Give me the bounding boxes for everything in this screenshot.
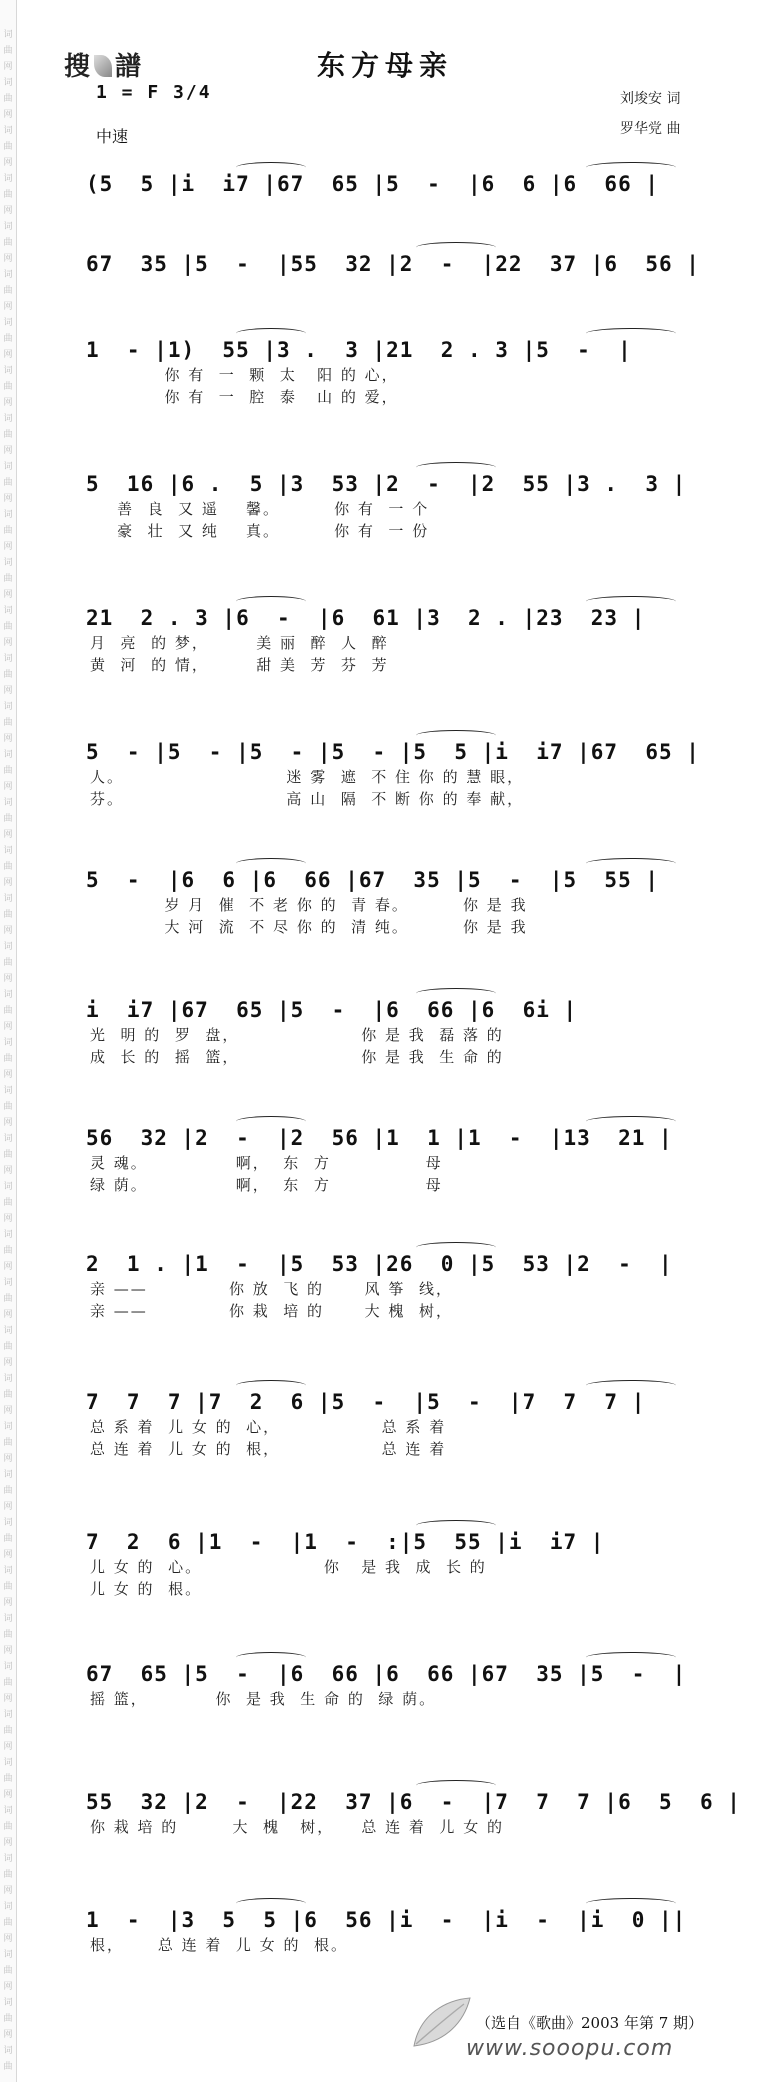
lyric-line: 你 有 一 腔 泰 山 的 爱，: [90, 388, 399, 406]
sidebar-watermark-char: 曲: [3, 958, 13, 968]
slur-mark: [416, 462, 496, 473]
sidebar-watermark-char: 词: [3, 1422, 13, 1432]
slur-mark: [236, 328, 306, 339]
sidebar-watermark-char: 网: [3, 1454, 13, 1464]
sidebar-watermark-char: 词: [3, 78, 13, 88]
tempo-marking: 中速: [96, 127, 129, 146]
sidebar-watermark-char: 网: [3, 1742, 13, 1752]
sidebar-watermark-char: 曲: [3, 1198, 13, 1208]
lyric-line: 月 亮 的 梦， 美 丽 醉 人 醉: [90, 634, 389, 652]
sidebar-watermark-char: 曲: [3, 814, 13, 824]
notation-line: 67 35 |5 - |55 32 |2 - |22 37 |6 56 |: [86, 252, 700, 276]
slur-mark: [416, 988, 496, 999]
score-system: [86, 1788, 741, 1838]
sidebar-watermark-char: 词: [3, 1566, 13, 1576]
notation-line: 67 65 |5 - |6 66 |6 66 |67 35 |5 - |: [86, 1662, 687, 1686]
lyric-line: 人。 迷 雾 遮 不 住 你 的 慧 眼，: [90, 768, 525, 786]
sidebar-watermark-char: 曲: [3, 718, 13, 728]
notation-line: 1 - |1) 55 |3 . 3 |21 2 . 3 |5 - |: [86, 338, 632, 362]
sidebar-watermark-char: 网: [3, 782, 13, 792]
sidebar-watermark-char: 曲: [3, 1678, 13, 1688]
score-system: [86, 866, 726, 938]
slur-mark: [236, 1380, 306, 1391]
score-system: [86, 1250, 726, 1322]
sidebar-watermark-char: 曲: [3, 334, 13, 344]
sidebar-watermark-char: 词: [3, 798, 13, 808]
sidebar-watermark-char: 曲: [3, 670, 13, 680]
sidebar-watermark-char: 网: [3, 1262, 13, 1272]
sidebar-watermark-char: 曲: [3, 574, 13, 584]
sidebar-watermark-char: 曲: [3, 1822, 13, 1832]
score-system: [86, 1528, 726, 1600]
lyric-line: 儿 女 的 根。: [90, 1580, 203, 1598]
lyric-line: 总 系 着 儿 女 的 心， 总 系 着: [90, 1418, 447, 1436]
sidebar-watermark-char: 词: [3, 846, 13, 856]
sidebar-watermark-char: 网: [3, 1934, 13, 1944]
notation-line: 1 - |3 5 5 |6 56 |i - |i - |i 0 ||: [86, 1908, 687, 1932]
sidebar-watermark-char: 网: [3, 686, 13, 696]
site-url: www.sooopu.com: [466, 2036, 674, 2061]
slur-mark: [236, 1116, 306, 1127]
sidebar-watermark-char: 词: [3, 1230, 13, 1240]
lyric-line: 儿 女 的 心。 你 是 我 成 长 的: [90, 1558, 487, 1576]
sidebar-watermark-char: 词: [3, 1278, 13, 1288]
sidebar-watermark-char: 曲: [3, 1342, 13, 1352]
sidebar-watermark-char: 网: [3, 110, 13, 120]
sidebar-watermark-char: 曲: [3, 46, 13, 56]
lyric-line: 亲 —— 你 放 飞 的 风 筝 线，: [90, 1280, 453, 1298]
sidebar-watermark-char: 词: [3, 1806, 13, 1816]
sidebar-watermark-char: 曲: [3, 1006, 13, 1016]
sidebar-watermark-char: 网: [3, 62, 13, 72]
score-system: [86, 470, 726, 542]
sidebar-watermark-char: 曲: [3, 1534, 13, 1544]
sidebar-watermark-char: 曲: [3, 622, 13, 632]
sidebar-watermark-char: 词: [3, 1614, 13, 1624]
sidebar-watermark-char: 网: [3, 1022, 13, 1032]
sidebar-watermark-char: 网: [3, 1406, 13, 1416]
lyric-line: 芬。 高 山 隔 不 断 你 的 奉 献，: [90, 790, 525, 808]
slur-mark: [586, 328, 676, 339]
score-system: [86, 1906, 726, 1956]
lyric-line: 总 连 着 儿 女 的 根， 总 连 着: [90, 1440, 447, 1458]
sidebar-watermark-char: 网: [3, 206, 13, 216]
sidebar-watermark-char: 网: [3, 302, 13, 312]
sidebar-watermark-char: 曲: [3, 94, 13, 104]
sidebar-watermark-char: 词: [3, 1758, 13, 1768]
sidebar-watermark-char: 网: [3, 542, 13, 552]
sidebar-watermark-char: 曲: [3, 2014, 13, 2024]
sidebar-watermark-char: 网: [3, 494, 13, 504]
notation-line: (5 5 |i i7 |67 65 |5 - |6 6 |6 66 |: [86, 172, 660, 196]
score-system: [86, 1388, 726, 1460]
notation-line: 7 2 6 |1 - |1 - :|5 55 |i i7 |: [86, 1530, 605, 1554]
score-system: [86, 336, 726, 408]
score-system: [86, 1124, 726, 1196]
slur-mark: [586, 858, 676, 869]
sidebar-watermark-char: 曲: [3, 526, 13, 536]
sidebar-watermark-char: 曲: [3, 1390, 13, 1400]
lyricist-credit: 刘埈安 词: [620, 91, 681, 107]
sidebar-watermark-char: 词: [3, 1134, 13, 1144]
sidebar-watermark-char: 词: [3, 1374, 13, 1384]
sidebar-watermark-char: 词: [3, 750, 13, 760]
lyric-line: 善 良 又 遥 馨。 你 有 一 个: [90, 500, 430, 518]
notation-line: 5 16 |6 . 5 |3 53 |2 - |2 55 |3 . 3 |: [86, 472, 687, 496]
sidebar-watermark-char: 曲: [3, 862, 13, 872]
sidebar-watermark-char: 网: [3, 254, 13, 264]
slur-mark: [236, 858, 306, 869]
sidebar-watermark-char: 网: [3, 398, 13, 408]
sidebar-watermark-char: 词: [3, 318, 13, 328]
sidebar-watermark-char: 词: [3, 414, 13, 424]
sidebar-watermark-char: 网: [3, 1358, 13, 1368]
sidebar-watermark-char: 曲: [3, 1438, 13, 1448]
sidebar-watermark-char: 网: [3, 1118, 13, 1128]
sidebar-watermark-char: 曲: [3, 766, 13, 776]
sidebar-watermark-char: 词: [3, 654, 13, 664]
sidebar-watermark-char: 曲: [3, 1150, 13, 1160]
notation-line: i i7 |67 65 |5 - |6 66 |6 6i |: [86, 998, 578, 1022]
sidebar-watermark-char: 词: [3, 1998, 13, 2008]
slur-mark: [586, 1116, 676, 1127]
sidebar-watermark-char: 词: [3, 1326, 13, 1336]
sidebar-watermark-char: 曲: [3, 382, 13, 392]
slur-mark: [236, 596, 306, 607]
sidebar-watermark-char: 曲: [3, 238, 13, 248]
slur-mark: [416, 1780, 496, 1791]
song-title: 东方母亲: [316, 49, 453, 82]
sidebar-watermark-char: 网: [3, 446, 13, 456]
sidebar-watermark-strip: [0, 0, 17, 2082]
sidebar-watermark-char: 网: [3, 1886, 13, 1896]
slur-mark: [586, 1380, 676, 1391]
sidebar-watermark-char: 网: [3, 1070, 13, 1080]
sidebar-watermark-char: 网: [3, 158, 13, 168]
source-note: （选自《歌曲》2003 年第 7 期）: [476, 2014, 704, 2032]
logo-text-right: 譜: [115, 52, 143, 82]
logo-text-left: 搜: [64, 52, 92, 82]
sidebar-watermark-char: 网: [3, 1166, 13, 1176]
lyric-line: 亲 —— 你 栽 培 的 大 槐 树，: [90, 1302, 453, 1320]
sidebar-watermark-char: 网: [3, 1598, 13, 1608]
slur-mark: [236, 1652, 306, 1663]
sidebar-watermark-char: 词: [3, 366, 13, 376]
sidebar-watermark-char: 词: [3, 1470, 13, 1480]
sidebar-watermark-char: 曲: [3, 1918, 13, 1928]
sidebar-watermark-char: 网: [3, 1838, 13, 1848]
slur-mark: [236, 162, 306, 173]
sidebar-watermark-char: 曲: [3, 1726, 13, 1736]
sidebar-watermark-char: 曲: [3, 910, 13, 920]
sidebar-watermark-char: 网: [3, 1502, 13, 1512]
sidebar-watermark-char: 曲: [3, 478, 13, 488]
sidebar-watermark-char: 曲: [3, 1582, 13, 1592]
sidebar-watermark-char: 网: [3, 1790, 13, 1800]
sidebar-watermark-char: 网: [3, 1982, 13, 1992]
sidebar-watermark-char: 词: [3, 126, 13, 136]
sidebar-watermark-char: 网: [3, 926, 13, 936]
lyric-line: 摇 篮， 你 是 我 生 命 的 绿 荫。: [90, 1690, 437, 1708]
sidebar-watermark-char: 曲: [3, 2062, 13, 2072]
sidebar-watermark-char: 词: [3, 270, 13, 280]
sidebar-watermark-char: 词: [3, 510, 13, 520]
lyric-line: 豪 壮 又 纯 真。 你 有 一 份: [90, 522, 430, 540]
sidebar-watermark-char: 词: [3, 174, 13, 184]
notation-line: 5 - |5 - |5 - |5 - |5 5 |i i7 |67 65 |: [86, 740, 700, 764]
sidebar-watermark-char: 词: [3, 1182, 13, 1192]
sidebar-watermark-char: 词: [3, 1950, 13, 1960]
slur-mark: [586, 1898, 676, 1909]
sidebar-watermark-char: 网: [3, 974, 13, 984]
slur-mark: [416, 242, 496, 253]
sidebar-watermark-char: 曲: [3, 1870, 13, 1880]
lyric-line: 成 长 的 摇 篮， 你 是 我 生 命 的: [90, 1048, 504, 1066]
sidebar-watermark-char: 曲: [3, 1966, 13, 1976]
lyric-line: 黄 河 的 情， 甜 美 芳 芬 芳: [90, 656, 389, 674]
sidebar-watermark-char: 曲: [3, 430, 13, 440]
notation-line: 7 7 7 |7 2 6 |5 - |5 - |7 7 7 |: [86, 1390, 646, 1414]
sidebar-watermark-char: 词: [3, 1518, 13, 1528]
score-system: [86, 604, 726, 676]
sidebar-watermark-char: 词: [3, 558, 13, 568]
slur-mark: [236, 1898, 306, 1909]
sidebar-watermark-char: 词: [3, 702, 13, 712]
lyric-line: 你 栽 培 的 大 槐 树， 总 连 着 儿 女 的: [90, 1818, 504, 1836]
sidebar-watermark-char: 网: [3, 878, 13, 888]
sidebar-watermark-char: 曲: [3, 190, 13, 200]
score-system: [86, 1660, 726, 1710]
sidebar-watermark-char: 词: [3, 1086, 13, 1096]
sidebar-watermark-char: 词: [3, 990, 13, 1000]
sidebar-watermark-char: 网: [3, 1214, 13, 1224]
lyric-line: 光 明 的 罗 盘， 你 是 我 磊 落 的: [90, 1026, 504, 1044]
score-system: [86, 738, 726, 810]
sidebar-watermark-char: 词: [3, 2046, 13, 2056]
lyric-line: 岁 月 催 不 老 你 的 青 春。 你 是 我: [90, 896, 528, 914]
score-system: [86, 250, 726, 278]
sidebar-watermark-char: 曲: [3, 142, 13, 152]
slur-mark: [586, 162, 676, 173]
sidebar-watermark-char: 曲: [3, 1246, 13, 1256]
lyric-line: 大 河 流 不 尽 你 的 清 纯。 你 是 我: [90, 918, 528, 936]
sidebar-watermark-char: 曲: [3, 1102, 13, 1112]
sidebar-watermark-char: 网: [3, 1646, 13, 1656]
sidebar-watermark-char: 词: [3, 1710, 13, 1720]
sidebar-watermark-char: 词: [3, 1662, 13, 1672]
notation-line: 55 32 |2 - |22 37 |6 - |7 7 7 |6 5 6 |: [86, 1790, 741, 1814]
sidebar-watermark-char: 网: [3, 830, 13, 840]
sidebar-watermark-char: 曲: [3, 286, 13, 296]
sidebar-watermark-char: 曲: [3, 1630, 13, 1640]
sidebar-watermark-char: 词: [3, 1038, 13, 1048]
slur-mark: [416, 730, 496, 741]
sidebar-watermark-char: 词: [3, 1854, 13, 1864]
sidebar-watermark-char: 曲: [3, 1774, 13, 1784]
key-signature: 1 = F 3/4: [96, 82, 212, 103]
sidebar-watermark-char: 词: [3, 462, 13, 472]
sidebar-watermark-char: 曲: [3, 1054, 13, 1064]
notation-line: 21 2 . 3 |6 - |6 61 |3 2 . |23 23 |: [86, 606, 646, 630]
lyric-line: 你 有 一 颗 太 阳 的 心，: [90, 366, 399, 384]
sidebar-watermark-char: 词: [3, 606, 13, 616]
sidebar-watermark-char: 词: [3, 894, 13, 904]
slur-mark: [416, 1520, 496, 1531]
notation-line: 56 32 |2 - |2 56 |1 1 |1 - |13 21 |: [86, 1126, 673, 1150]
score-system: [86, 170, 726, 198]
sidebar-watermark-char: 网: [3, 590, 13, 600]
slur-mark: [586, 596, 676, 607]
sidebar-watermark-char: 曲: [3, 1486, 13, 1496]
sidebar-watermark-char: 网: [3, 1694, 13, 1704]
notation-line: 5 - |6 6 |6 66 |67 35 |5 - |5 55 |: [86, 868, 660, 892]
composer-credit: 罗华党 曲: [620, 121, 681, 137]
sidebar-watermark-char: 词: [3, 942, 13, 952]
sidebar-watermark-char: 词: [3, 30, 13, 40]
sidebar-watermark-char: 网: [3, 1550, 13, 1560]
sidebar-watermark-char: 词: [3, 1902, 13, 1912]
notation-line: 2 1 . |1 - |5 53 |26 0 |5 53 |2 - |: [86, 1252, 673, 1276]
score-system: [86, 996, 726, 1068]
sidebar-watermark-char: 词: [3, 222, 13, 232]
lyric-line: 绿 荫。 啊， 东 方 母: [90, 1176, 443, 1194]
lyric-line: 根， 总 连 着 儿 女 的 根。: [90, 1936, 348, 1954]
sidebar-watermark-char: 网: [3, 1310, 13, 1320]
slur-mark: [586, 1652, 676, 1663]
sidebar-watermark-char: 网: [3, 638, 13, 648]
sidebar-watermark-char: 网: [3, 734, 13, 744]
slur-mark: [416, 1242, 496, 1253]
lyric-line: 灵 魂。 啊， 东 方 母: [90, 1154, 443, 1172]
sidebar-watermark-char: 曲: [3, 1294, 13, 1304]
sidebar-watermark-char: 网: [3, 2030, 13, 2040]
sidebar-watermark-char: 网: [3, 350, 13, 360]
